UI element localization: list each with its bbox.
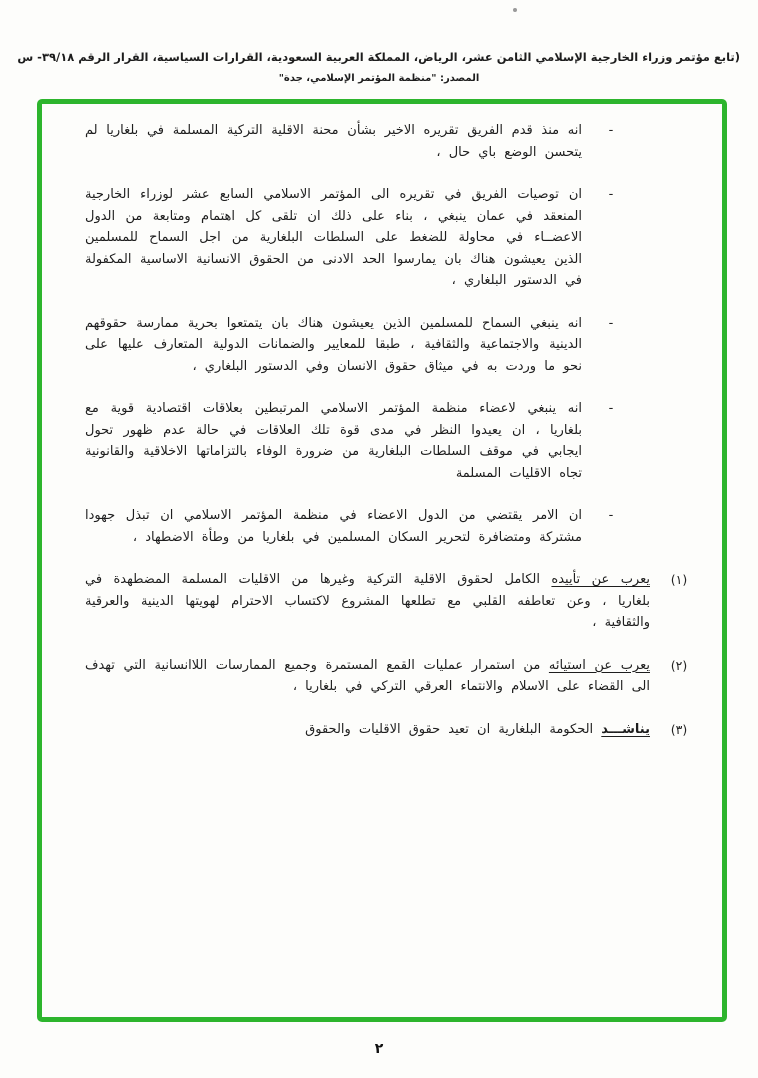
paragraph-rest: الكامل لحقوق الاقلية التركية وغيرها من الاقليات المسلمة المضطهدة في بلغاريا ، وعن تعاطفه القلبي مع تطلعها المشروع لاكتساب الاحترام لهويتها الدينية والعرقية والثقافية ، [85, 572, 650, 630]
paragraph-text: ان الامر يقتضي من الدول الاعضاء في منظمة المؤتمر الاسلامي ان تبذل جهودا مشتركة ومتضافرة لتحرير السكان المسلمين في بلغاريا من وطأة الاضطهاد ، [85, 508, 582, 545]
bullet-item [85, 120, 626, 163]
item-number: (٢) [670, 657, 688, 673]
underlined-lead: يناشـــد [601, 721, 650, 737]
bullet-item [85, 313, 626, 378]
bullet-dash: - [608, 123, 614, 138]
document-body [42, 104, 722, 1017]
paragraph-text [85, 719, 650, 741]
underlined-lead: يعرب عن تأييده [551, 572, 650, 587]
paragraph-text [85, 655, 650, 698]
bullet-item [85, 505, 626, 548]
page-number: ٢ [374, 1041, 384, 1057]
scan-artifact-dot [513, 8, 517, 12]
page-footer [0, 1038, 758, 1057]
document-source: المصدر: "منظمة المؤتمر الإسلامي، جدة" [278, 73, 480, 84]
paragraph-text: انه منذ قدم الفريق تقريره الاخير بشأن محنة الاقلية التركية المسلمة في بلغاريا لم يتحسن الوضع باي حال ، [85, 123, 582, 160]
document-header [18, 50, 740, 84]
item-number: (٣) [670, 721, 688, 737]
paragraph-text: ان توصيات الفريق في تقريره الى المؤتمر الاسلامي السابع عشر لوزراء الخارجية المنعقد في عمان ينبغي ، بناء على ذلك ان تلقى كل اهتمام ومتابعة من الدول الاعضــاء في محاولة للضغط على السلطات البلغارية من اجل السماح للمسلمين الذين يعيشون هناك بان يمارسوا الحد الادنى من الحقوق الانسانية الاساسية المكفولة في الدستور البلغاري ، [85, 187, 582, 288]
paragraph-text: انه ينبغي السماح للمسلمين الذين يعيشون هناك بان يتمتعوا بحرية ممارسة حقوقهم الدينية والاجتماعية والثقافية ، طبقا للمعايير والضمانات الدولية المتعارف عليها على نحو ما وردت به في ميثاق حقوق الانسان وفي الدستور البلغاري ، [85, 315, 582, 374]
underlined-lead: يعرب عن استيائه [548, 657, 650, 673]
numbered-item [85, 655, 694, 698]
numbered-item [85, 719, 694, 741]
paragraph-rest: الحكومة البلغارية ان تعيد حقوق الاقليات والحقوق [305, 721, 602, 737]
bullet-dash: - [608, 401, 614, 416]
bullet-dash: - [608, 315, 614, 331]
paragraph-rest: من استمرار عمليات القمع المستمرة وجميع الممارسات اللاانسانية التي تهدف الى القضاء على الاسلام والانتماء العرقي التركي في بلغاريا ، [85, 657, 650, 694]
bullet-item [85, 184, 626, 292]
bullet-dash: - [608, 187, 614, 202]
document-title: (تابع مؤتمر وزراء الخارجية الإسلامي الثامن عشر، الرياض، المملكة العربية السعودية، القرارات السياسية، القرار الرقم ٣٩/١٨- س [17, 50, 740, 64]
green-annotation-box [37, 99, 727, 1022]
bullet-dash: - [608, 508, 614, 523]
paragraph-text [85, 569, 650, 634]
item-number: (١) [670, 572, 688, 587]
numbered-item [85, 569, 694, 634]
bullet-item [85, 398, 626, 484]
paragraph-text: انه ينبغي لاعضاء منظمة المؤتمر الاسلامي المرتبطين بعلاقات اقتصادية قوية مع بلغاريا ، ان يعيدوا النظر في مدى قوة تلك العلاقات في حالة عدم ظهور تحول ايجابي في موقف السلطات البلغارية من ضرورة الوفاء بالتزاماتها الاخلاقية والقانونية تجاه الاقليات المسلمة [85, 401, 582, 481]
